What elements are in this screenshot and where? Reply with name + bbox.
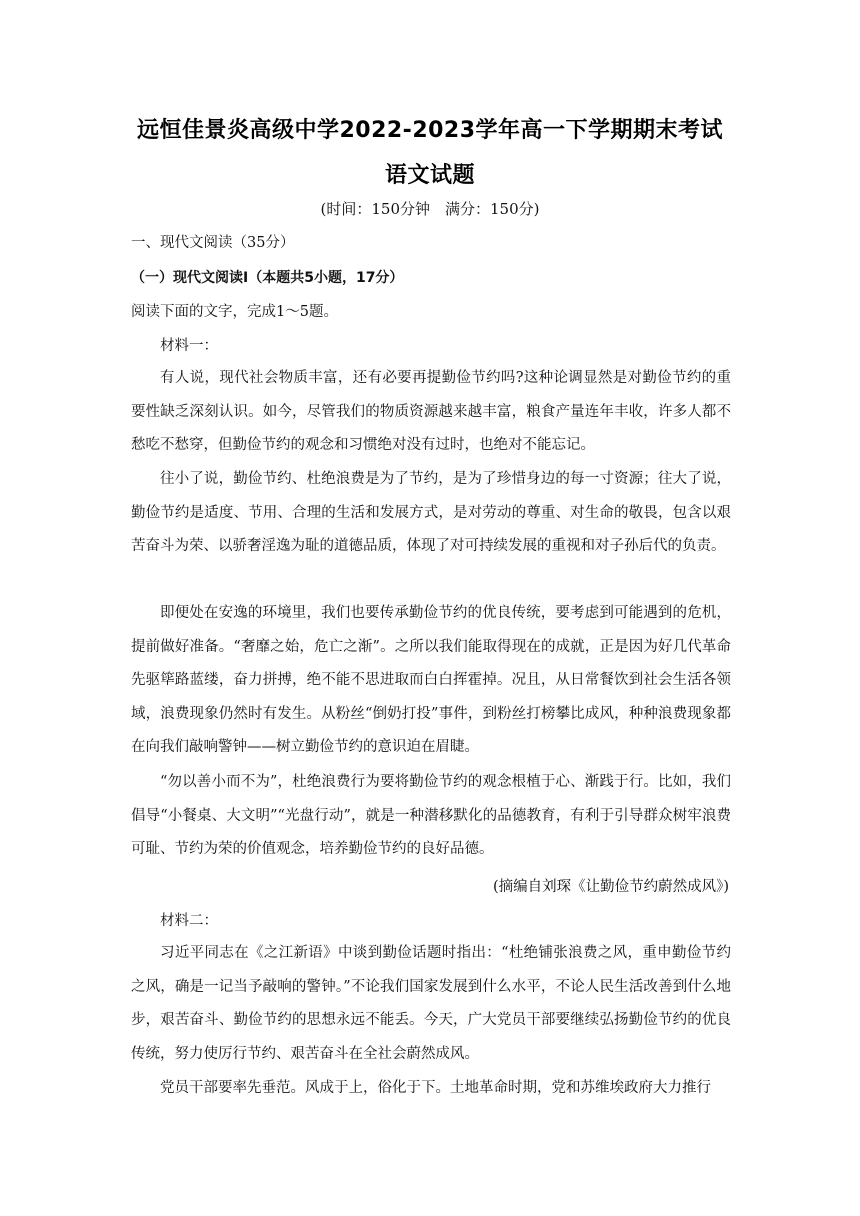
part1-heading: 一、现代文阅读（35分） bbox=[131, 235, 295, 251]
material1-paragraph: 有人说，现代社会物质丰富，还有必要再提勤俭节约吗?这种论调显然是对勤俭节约的重要性缺乏深刻认识。如今，尽管我们的物质资源越来越丰富，粮食产量连年丰收，许多人都不愁吃不愁穿，但勤俭节约的观念和习惯绝对没有过时，也绝对不能忘记。 bbox=[131, 370, 731, 453]
exam-title: 远恒佳景炎高级中学2022-2023学年高一下学期期末考试 bbox=[136, 118, 724, 143]
material1-paragraph: “勿以善小而不为”，杜绝浪费行为要将勤俭节约的观念根植于心、渐践于行。比如，我们倡导“小餐桌、大文明”“光盘行动”，就是一种潜移默化的品德教育，有利于引导群众树牢浪费可耻、节约为荣的价值观念，培养勤俭节约的良好品德。 bbox=[131, 774, 731, 857]
exam-time-score: (时间：150分钟 满分：150分) bbox=[320, 200, 540, 218]
material1-source: (摘编自刘琛《让勤俭节约蔚然成风》) bbox=[492, 879, 729, 895]
material2-label: 材料二： bbox=[160, 913, 218, 929]
material2-paragraph: 党员干部要率先垂范。风成于上，俗化于下。土地革命时期，党和苏维埃政府大力推行 bbox=[160, 1080, 711, 1096]
subsection-heading: （一）现代文阅读Ⅰ（本题共5小题，17分） bbox=[131, 270, 404, 286]
material1-paragraph: 往小了说，勤俭节约、杜绝浪费是为了节约，是为了珍惜身边的每一寸资源；往大了说，勤俭节约是适度、节用、合理的生活和发展方式，是对劳动的尊重、对生命的敬畏，包含以艰苦奋斗为荣、以骄奢淫逸为耻的道德品质，体现了对可持续发展的重视和对子孙后代的负责。 bbox=[131, 471, 731, 554]
exam-subject-title: 语文试题 bbox=[384, 163, 475, 188]
material1-paragraph: 即便处在安逸的环境里，我们也要传承勤俭节约的优良传统，要考虑到可能遇到的危机，提前做好准备。“奢靡之始，危亡之渐”。之所以我们能取得现在的成就，正是因为好几代革命先驱筚路蓝缕，奋力拼搏，绝不能不思进取而白白挥霍掉。况且，从日常餐饮到社会生活各领域，浪费现象仍然时有发生。从粉丝“倒奶打投”事件，到粉丝打榜攀比成风，种种浪费现象都在向我们敲响警钟——树立勤俭节约的意识迫在眉睫。 bbox=[131, 605, 731, 755]
material1-label: 材料一： bbox=[160, 338, 218, 354]
reading-instruction: 阅读下面的文字，完成1～5题。 bbox=[131, 304, 338, 320]
material2-paragraph: 习近平同志在《之江新语》中谈到勤俭话题时指出：“杜绝铺张浪费之风，重申勤俭节约之风，确是一记当予敲响的警钟。”不论我们国家发展到什么水平，不论人民生活改善到什么地步，艰苦奋斗、勤俭节约的思想永远不能丢。今天，广大党员干部要继续弘扬勤俭节约的优良传统，努力使厉行节约、艰苦奋斗在全社会蔚然成风。 bbox=[131, 945, 731, 1062]
